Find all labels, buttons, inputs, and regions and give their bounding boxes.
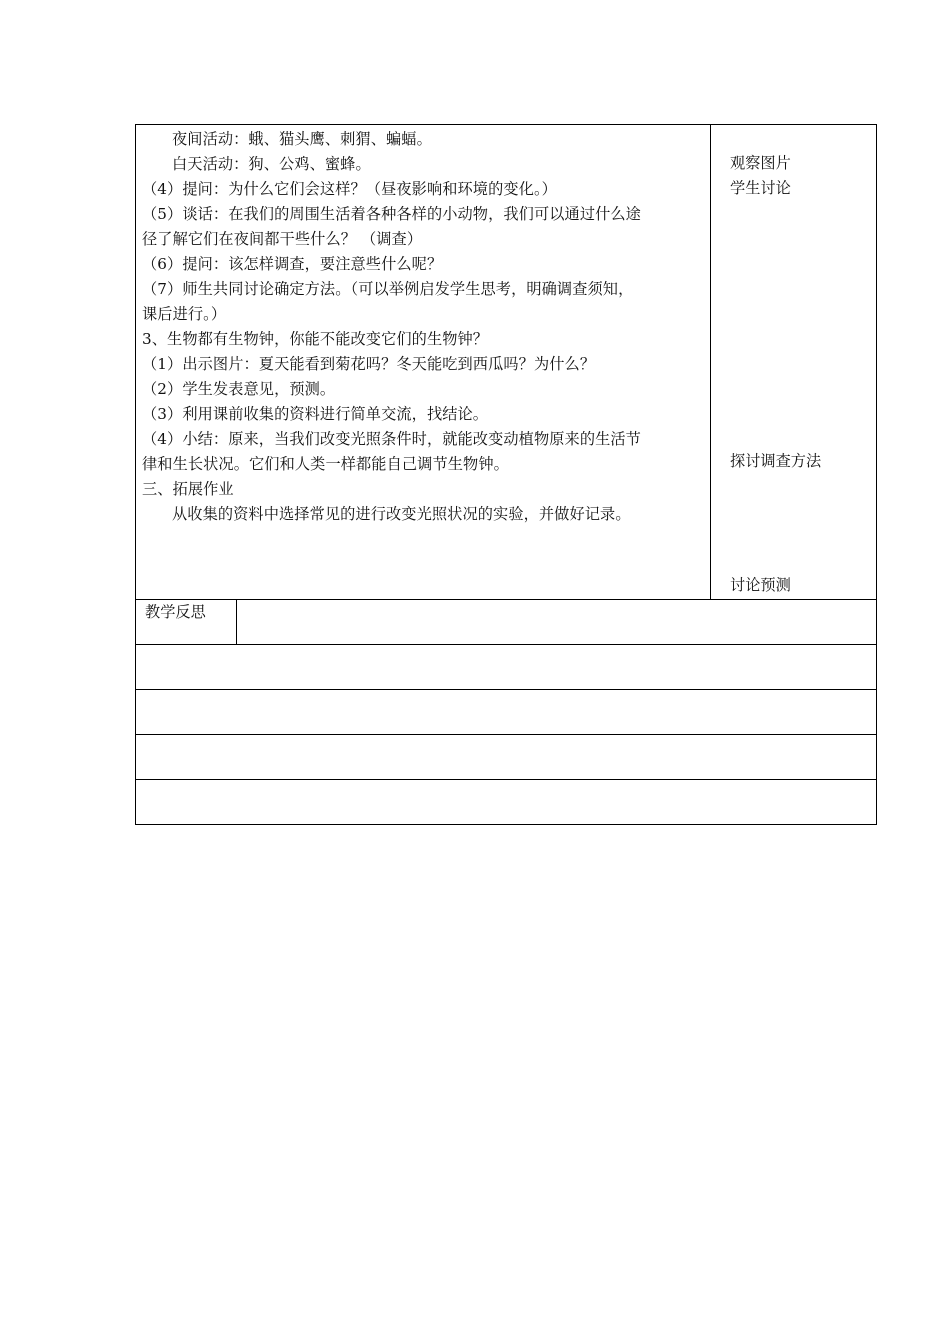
content-line: （1）出示图片：夏天能看到菊花吗？冬天能吃到西瓜吗？为什么？ [142, 355, 596, 373]
row-divider [136, 734, 876, 735]
content-line: 课后进行。） [142, 305, 227, 323]
lesson-content [142, 127, 708, 527]
content-line: （6）提问：该怎样调查，要注意些什么呢？ [142, 255, 443, 273]
activity-discuss: 学生讨论 [730, 179, 791, 197]
content-line: （4）提问：为什么它们会这样？（昼夜影响和环境的变化。） [142, 180, 557, 198]
row-divider [136, 599, 876, 600]
content-line: 律和生长状况。它们和人类一样都能自己调节生物钟。 [142, 455, 509, 473]
reflection-label-divider [236, 599, 237, 644]
activity-method: 探讨调查方法 [730, 452, 822, 470]
content-line: 白天活动：狗、公鸡、蜜蜂。 [172, 155, 371, 173]
row-divider [136, 779, 876, 780]
row-divider [136, 644, 876, 645]
content-line: （4）小结：原来，当我们改变光照条件时，就能改变动植物原来的生活节 [142, 430, 641, 448]
content-line: 径了解它们在夜间都干些什么？ （调查） [142, 230, 423, 248]
column-divider [710, 125, 711, 599]
content-line: 夜间活动：蛾、猫头鹰、刺猬、蝙蝠。 [172, 130, 432, 148]
section-heading: 三、拓展作业 [142, 480, 234, 498]
activity-observe: 观察图片 [730, 154, 791, 172]
reflection-label: 教学反思 [145, 603, 206, 621]
activity-predict: 讨论预测 [730, 576, 791, 594]
content-line: 3、生物都有生物钟，你能不能改变它们的生物钟？ [142, 330, 489, 348]
content-line: （2）学生发表意见，预测。 [142, 380, 336, 398]
row-divider [136, 689, 876, 690]
content-line: 从收集的资料中选择常见的进行改变光照状况的实验，并做好记录。 [172, 505, 631, 523]
lesson-plan-table [135, 124, 877, 825]
content-line: （7）师生共同讨论确定方法。（可以举例启发学生思考，明确调查须知， [142, 280, 634, 298]
content-line: （5）谈话：在我们的周围生活着各种各样的小动物，我们可以通过什么途 [142, 205, 641, 223]
content-line: （3）利用课前收集的资料进行简单交流，找结论。 [142, 405, 489, 423]
